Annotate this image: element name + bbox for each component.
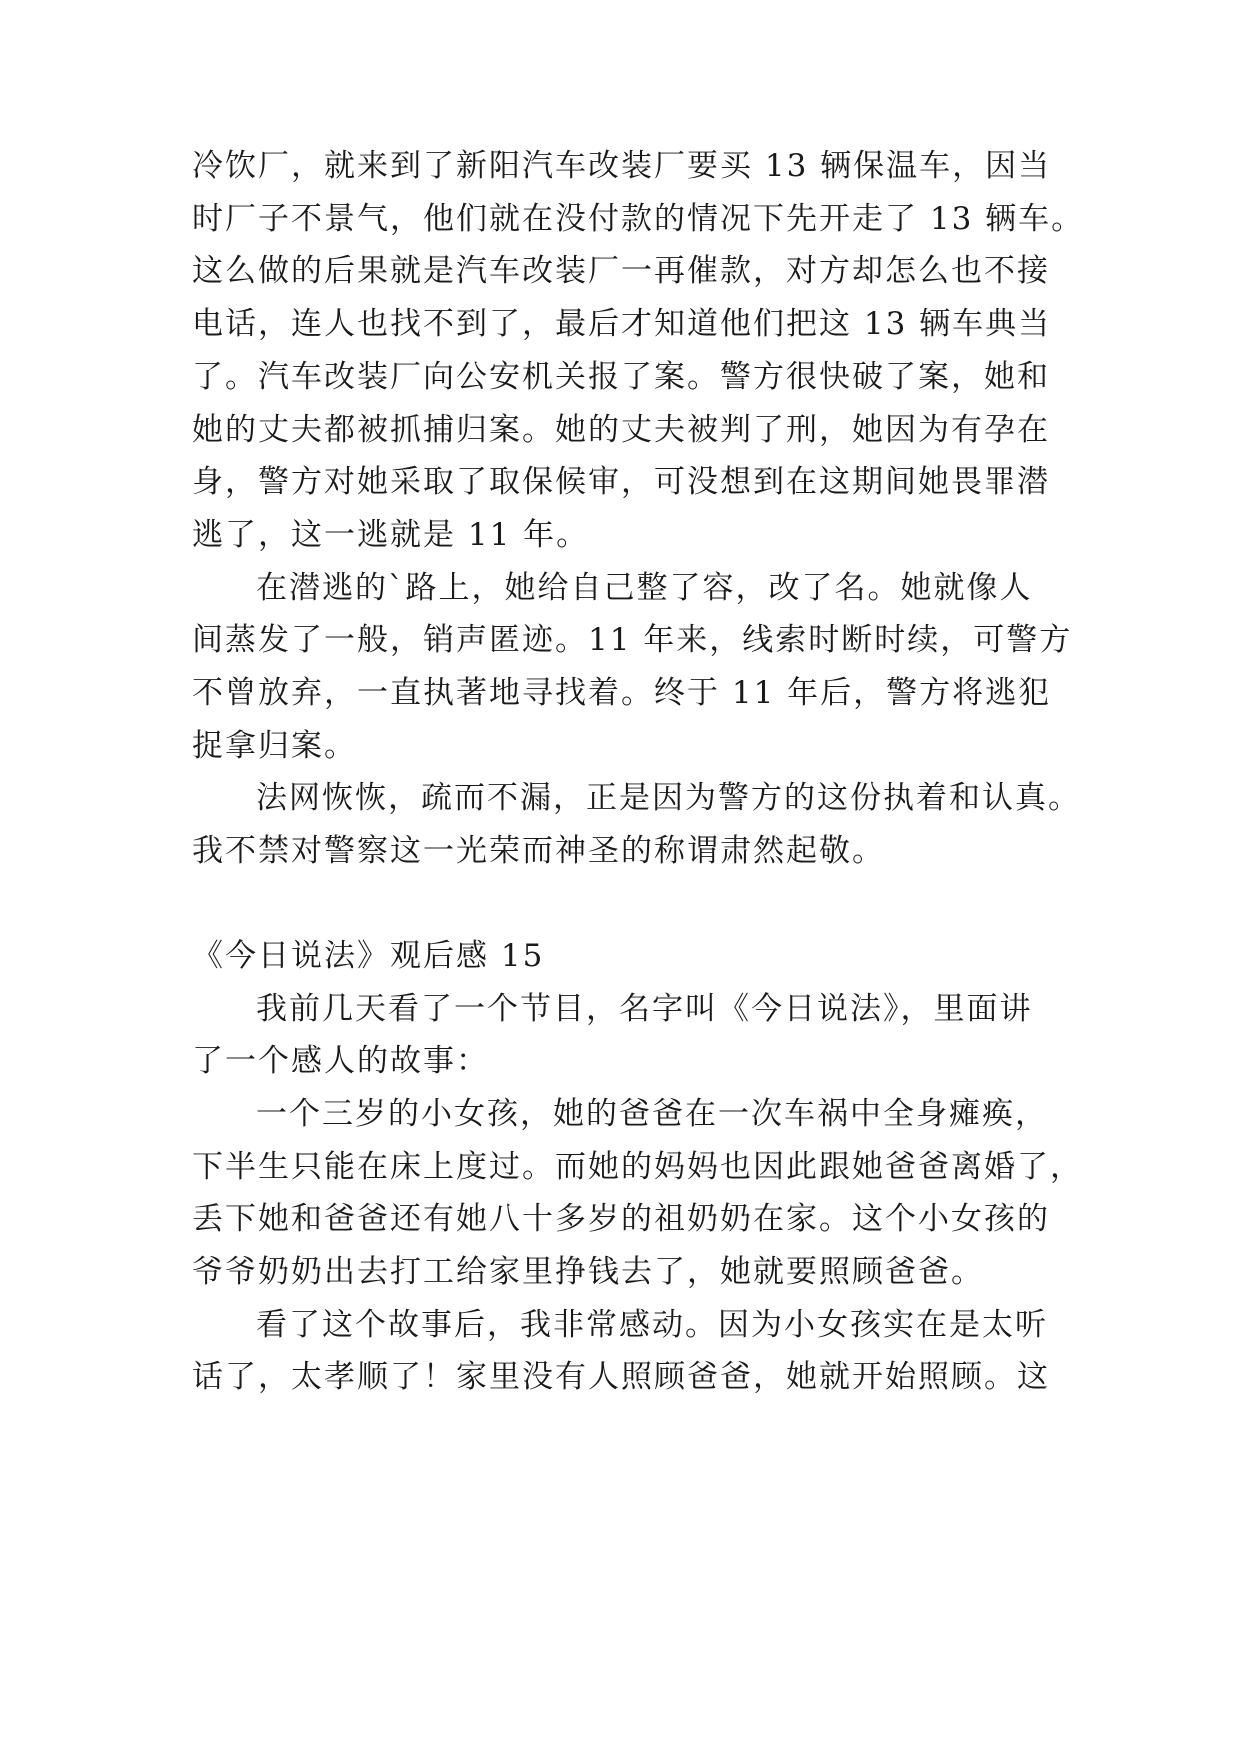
section-paragraph-3-line-2: 话了，太孝顺了！家里没有人照顾爸爸，她就开始照顾。这 bbox=[192, 1359, 1050, 1395]
section-paragraph-2-line-1: 一个三岁的小女孩，她的爸爸在一次车祸中全身瘫痪， bbox=[256, 1096, 1048, 1132]
paragraph-1-line-4: 电话，连人也找不到了，最后才知道他们把这 13 辆车典当 bbox=[192, 306, 1052, 342]
section-title: 《今日说法》观后感 15 bbox=[192, 938, 545, 974]
section-paragraph-2-line-3: 丢下她和爸爸还有她八十多岁的祖奶奶在家。这个小女孩的 bbox=[192, 1201, 1050, 1237]
section-paragraph-2-line-2: 下半生只能在床上度过。而她的妈妈也因此跟她爸爸离婚了， bbox=[192, 1149, 1083, 1185]
section-paragraph-1-line-1: 我前几天看了一个节目，名字叫《今日说法》，里面讲 bbox=[256, 991, 1033, 1027]
paragraph-1-line-6: 她的丈夫都被抓捕归案。她的丈夫被判了刑，她因为有孕在 bbox=[192, 412, 1050, 448]
paragraph-2-line-4: 捉拿归案。 bbox=[192, 728, 357, 764]
paragraph-2-line-3: 不曾放弃，一直执著地寻找着。终于 11 年后，警方将逃犯 bbox=[192, 675, 1052, 711]
section-paragraph-2-line-4: 爷爷奶奶出去打工给家里挣钱去了，她就要照顾爸爸。 bbox=[192, 1254, 984, 1290]
paragraph-1-line-1: 冷饮厂，就来到了新阳汽车改装厂要买 13 辆保温车，因当 bbox=[192, 148, 1052, 184]
paragraph-3-line-2: 我不禁对警察这一光荣而神圣的称谓肃然起敬。 bbox=[192, 833, 885, 869]
paragraph-1-line-3: 这么做的后果就是汽车改装厂一再催款，对方却怎么也不接 bbox=[192, 253, 1050, 289]
paragraph-1-line-2: 时厂子不景气，他们就在没付款的情况下先开走了 13 辆车。 bbox=[192, 201, 1085, 237]
paragraph-3-line-1: 法网恢恢，疏而不漏，正是因为警方的这份执着和认真。 bbox=[256, 780, 1081, 816]
section-paragraph-3-line-1: 看了这个故事后，我非常感动。因为小女孩实在是太听 bbox=[256, 1307, 1048, 1343]
section-paragraph-1-line-2: 了一个感人的故事： bbox=[192, 1043, 489, 1079]
paragraph-2-line-1: 在潜逃的`路上，她给自己整了容，改了名。她就像人 bbox=[256, 570, 1033, 606]
paragraph-1-line-8: 逃了，这一逃就是 11 年。 bbox=[192, 517, 590, 553]
paragraph-1-line-5: 了。汽车改装厂向公安机关报了案。警方很快破了案，她和 bbox=[192, 359, 1050, 395]
paragraph-1-line-7: 身，警方对她采取了取保候审，可没想到在这期间她畏罪潜 bbox=[192, 464, 1050, 500]
paragraph-2-line-2: 间蒸发了一般，销声匿迹。11 年来，线索时断时续，可警方 bbox=[192, 622, 1073, 658]
